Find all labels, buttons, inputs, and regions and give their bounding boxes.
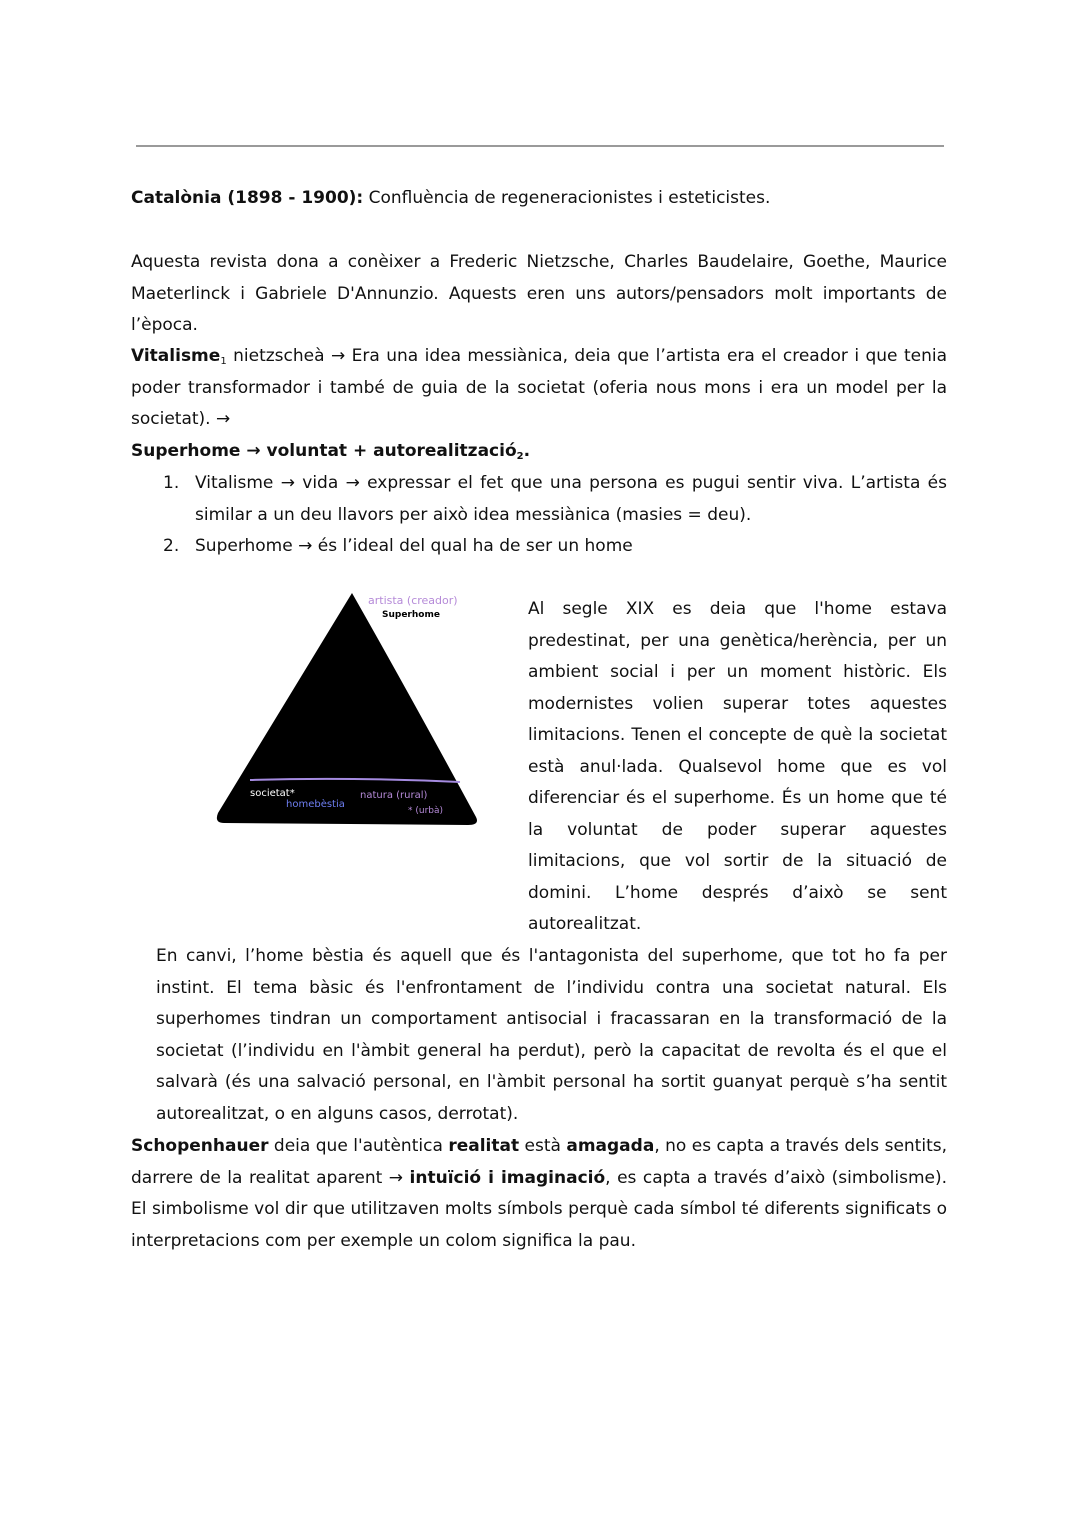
label-societat: societat* xyxy=(250,788,295,799)
schopenhauer-text-3: , no es capta a través dels sentits, darrere de la realitat aparent → xyxy=(131,1136,948,1188)
top-divider xyxy=(136,145,944,147)
footnote-marker-2: 2 xyxy=(516,450,524,462)
numbered-list xyxy=(131,468,947,563)
heading-label: Catalònia (1898 - 1900): xyxy=(131,188,364,208)
schopenhauer-text-2: està xyxy=(519,1136,567,1156)
schopenhauer-realitat: realitat xyxy=(448,1136,520,1156)
vitalisme-term: Vitalisme xyxy=(131,346,221,366)
list-item xyxy=(131,531,947,563)
vitalisme-conclusion: Superhome → voluntat + autorealització xyxy=(131,440,517,461)
schopenhauer-intuicio: intuïció i imaginació xyxy=(409,1167,606,1188)
list-text: Vitalisme → vida → expressar el fet que una persona es pugui sentir viva. L’artista és similar a un deu llavors per això idea messiànica (masies = deu). xyxy=(195,473,947,525)
label-homebestia: homebèstia xyxy=(286,799,345,810)
list-text: Superhome → és l’ideal del qual ha de ser un home xyxy=(195,536,633,556)
schopenhauer-text-1: deia que l'autèntica xyxy=(268,1136,449,1156)
pyramid-svg xyxy=(210,585,490,830)
label-superhome: Superhome xyxy=(382,610,440,620)
list-number: 1. xyxy=(163,473,180,493)
label-artista: artista (creador) xyxy=(368,594,458,607)
footnote-marker-1: 1 xyxy=(220,356,227,367)
paragraph-segle-xix: Al segle XIX es deia que l'home estava predestinat, per una genètica/herència, per un ambient social i per un moment històric. Els modernistes volien superar totes aquestes limitacions. Tenen el concepte de què la societat està anul·lada. Qualsevol home que es vol diferenciar és el superhome. És un home que té la voluntat de poder superar aquestes limitacions, que vol sortir de la situació de domini. L’home després d’això se sent autorealitzat. xyxy=(528,599,947,934)
label-natura: natura (rural) xyxy=(360,790,428,801)
vitalisme-end: . xyxy=(523,440,531,461)
list-number: 2. xyxy=(163,536,180,556)
heading-catalonia xyxy=(131,183,947,215)
paragraph-vitalisme xyxy=(131,341,947,467)
superhome-pyramid-diagram xyxy=(210,585,490,830)
heading-text: Confluència de regeneracionistes i esteticistes. xyxy=(363,188,771,208)
vitalisme-text: nietzscheà → Era una idea messiànica, deia que l’artista era el creador i que tenia poder transformador i també de guia de la societat (oferia nous mons i era un model per la societat). → xyxy=(131,346,947,429)
paragraph-revista: Aquesta revista dona a conèixer a Frederic Nietzsche, Charles Baudelaire, Goethe, Maurice Maeterlinck i Gabriele D'Annunzio. Aquests eren uns autors/pensadors molt importants de l’època. xyxy=(131,252,947,335)
paragraph-schopenhauer xyxy=(131,1131,947,1257)
schopenhauer-text-4: , es capta a través d’això (simbolisme). El simbolisme vol dir que utilitzaven molts símbols perquè cada símbol té diferents significats o interpretacions com per exemple un colom significa la pau. xyxy=(131,1167,948,1251)
schopenhauer-name: Schopenhauer xyxy=(131,1136,269,1156)
label-urba: * (urbà) xyxy=(408,806,444,816)
list-item xyxy=(131,468,947,531)
paragraph-home-bestia: En canvi, l’home bèstia és aquell que és l'antagonista del superhome, que tot ho fa per instint. El tema bàsic és l'enfrontament de l’individu contra una societat natural. Els superhomes tindran un comportament antisocial i fracassaran en la transformació de la societat (l’individu en l'àmbit general ha perdut), però la capacitat de revolta és el que el salvarà (és una salvació personal, en l'àmbit personal ha sortit guanyat perquè s’ha sentit autorealitzat, o en alguns casos, derrotat). xyxy=(156,946,947,1124)
schopenhauer-amagada: amagada xyxy=(566,1136,655,1156)
